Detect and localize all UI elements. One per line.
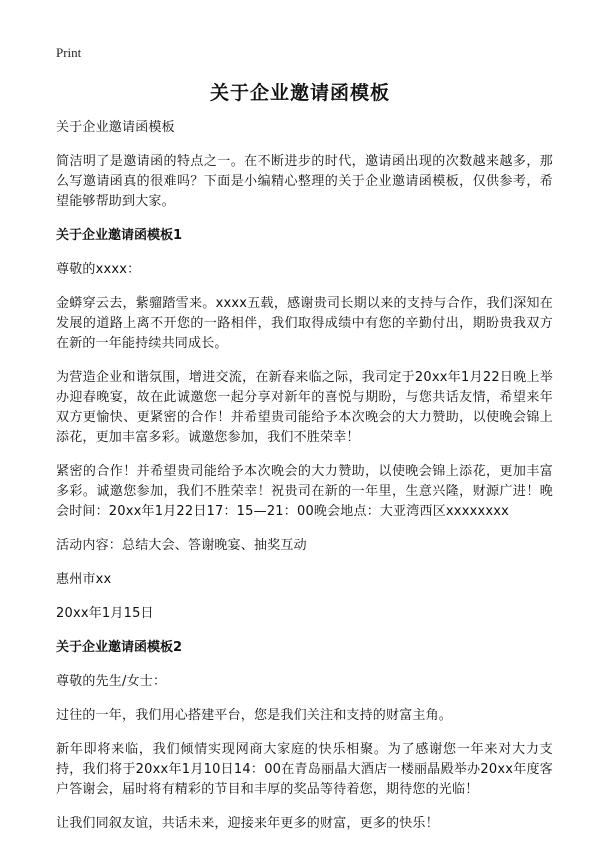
salutation-1: 尊敬的xxxx： (56, 262, 141, 277)
date-1: 20xx年1月15日 (56, 606, 154, 621)
print-link[interactable]: Print (56, 45, 82, 60)
salutation-2: 尊敬的先生/女士： (56, 674, 167, 689)
section-heading-1: 关于企业邀请函模板1 (56, 228, 183, 243)
sender-city: 惠州市xx (56, 572, 112, 587)
subtitle: 关于企业邀请函模板 (56, 120, 175, 135)
paragraph-1: 金蟒穿云去，紫骝踏雪来。xxxx五载，感谢贵司长期以来的支持与合作，我们深知在发展的道路上离不开您的一路相伴，我们取得成绩中有您的辛勤付出，期盼贵我双方在新的一年能持续共同成长。 (56, 296, 553, 351)
activity-content: 活动内容：总结大会、答谢晚宴、抽奖互动 (56, 538, 307, 553)
paragraph-3: 紧密的合作！并希望贵司能给予本次晚会的大力赞助，以使晚会锦上添花，更加丰富多彩。诚邀您参加，我们不胜荣幸！祝贵司在新的一年里，生意兴隆，财源广进！晚会时间：20xx年1月22日17：15—21：00晚会地点：大亚湾西区xxxxxxxx (56, 464, 553, 519)
paragraph-4: 过往的一年，我们用心搭建平台，您是我们关注和支持的财富主角。 (56, 708, 453, 723)
document-body (56, 118, 553, 848)
paragraph-5: 新年即将来临，我们倾情实现网商大家庭的快乐相聚。为了感谢您一年来对大力支持，我们将于20xx年1月10日14：00在青岛丽晶大酒店一楼丽晶殿举办20xx年度客户答谢会，届时将有精彩的节目和丰厚的奖品等待着您，期待您的光临！ (56, 742, 553, 797)
paragraph-2: 为营造企业和谐氛围，增进交流，在新春来临之际，我司定于20xx年1月22日晚上举办迎春晚宴，故在此诚邀您一起分享对新年的喜悦与期盼，与您共话友情，希望来年双方更愉快、更紧密的合作！并希望贵司能给予本次晚会的大力赞助，以使晚会锦上添花，更加丰富多彩。诚邀您参加，我们不胜荣幸！ (56, 370, 553, 445)
section-heading-2: 关于企业邀请函模板2 (56, 640, 183, 655)
paragraph-6: 让我们同叙友谊，共话未来，迎接来年更多的财富，更多的快乐！ (56, 816, 439, 831)
page-title: 关于企业邀请函模板 (209, 82, 390, 104)
intro-paragraph: 简洁明了是邀请函的特点之一。在不断进步的时代，邀请函出现的次数越来越多，那么写邀请函真的很难吗？下面是小编精心整理的关于企业邀请函模板，仅供参考，希望能够帮助到大家。 (56, 154, 553, 209)
